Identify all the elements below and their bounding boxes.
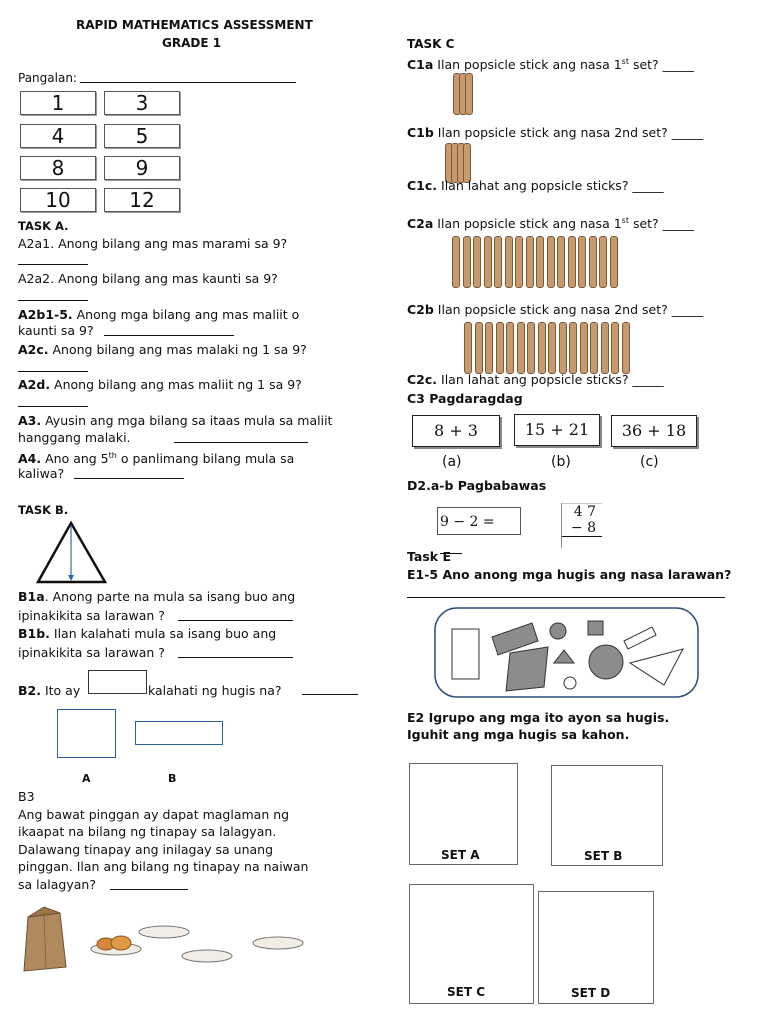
small-circle-shape (550, 623, 566, 639)
number-card: 5 (104, 124, 180, 148)
question-code: C1b (407, 125, 434, 140)
question-code: C1c. (407, 178, 438, 193)
question-text: o panlimang bilang mula sa (116, 451, 295, 467)
b3-text-line: Ang bawat pinggan ay dapat maglaman ng (18, 807, 290, 822)
plate-icon (253, 937, 303, 949)
question-code: B2. (18, 683, 41, 698)
popsicle-stick (589, 236, 597, 288)
question-text: Ano ang 5 (41, 451, 109, 467)
page-title: RAPID MATHEMATICS ASSESSMENT (76, 18, 313, 32)
triangle-figure (36, 520, 108, 586)
large-triangle-shape (630, 649, 683, 685)
question-code: C2c. (407, 372, 438, 387)
popsicle-stick (538, 322, 546, 374)
addition-expression-c: 36 + 18 (611, 415, 697, 447)
question-code: A2b1-5. (18, 307, 73, 322)
answer-line-a3[interactable] (174, 442, 308, 443)
question-a2c (18, 341, 307, 358)
shape-label-b: B (168, 772, 177, 785)
question-text: Ilan popsicle stick ang nasa 1 (433, 216, 622, 232)
rectangle-shape (452, 629, 479, 679)
shape-label-a: A (82, 772, 91, 785)
name-label: Pangalan: (18, 71, 77, 85)
name-field[interactable] (80, 82, 296, 83)
bread-bag-icon (24, 907, 66, 971)
task-c-heading: TASK C (407, 37, 455, 51)
number-card: 9 (104, 156, 180, 180)
number-card: 8 (20, 156, 96, 180)
set-a-label: SET A (441, 848, 480, 862)
question-text: kalahati ng hugis na? (148, 683, 282, 698)
expression-label-b: (b) (551, 454, 571, 470)
answer-line-a2a2[interactable] (18, 300, 88, 301)
popsicle-stick (515, 236, 523, 288)
vertical-subtraction-b (561, 503, 602, 548)
question-text: Ilan lahat ang popsicle sticks? _____ (437, 372, 664, 387)
popsicle-stick (622, 322, 630, 374)
question-b1b (18, 625, 276, 642)
question-code: B1a (18, 589, 45, 604)
question-text: set? _____ (628, 57, 694, 73)
subtraction-expression-a (437, 507, 521, 535)
question-e2-line1: E2 Igrupo ang mga ito ayon sa hugis. (407, 710, 670, 725)
popsicle-stick (475, 322, 483, 374)
number-card: 4 (20, 124, 96, 148)
addition-expression-a: 8 + 3 (412, 415, 500, 447)
popsicle-stick (452, 236, 460, 288)
popsicle-stick (569, 322, 577, 374)
question-text: Anong mga bilang ang mas maliit o (72, 307, 300, 322)
popsicle-stick (464, 322, 472, 374)
question-c2c (407, 371, 664, 388)
answer-line-e1[interactable] (407, 597, 725, 598)
popsicle-stick (536, 236, 544, 288)
b3-text-line: ikaapat na bilang ng tinapay sa lalagyan. (18, 824, 277, 839)
b3-text-line: Dalawang tinapay ang inilagay sa unang (18, 842, 274, 857)
question-c1a (407, 53, 694, 73)
popsicle-stick (506, 322, 514, 374)
question-code: B1b. (18, 626, 50, 641)
question-code: C2b (407, 302, 434, 317)
task-a-heading: TASK A. (18, 219, 69, 233)
question-text: Ilan lahat ang popsicle sticks? _____ (437, 178, 664, 193)
popsicle-stick (557, 236, 565, 288)
question-text: set? _____ (628, 216, 694, 232)
square-shape (506, 647, 548, 691)
question-text: Ayusin ang mga bilang sa itaas mula sa maliit (41, 413, 333, 428)
question-text: ipinakikita sa larawan ? (18, 608, 165, 623)
question-text: Ilan popsicle stick ang nasa 2nd set? _____ (433, 125, 703, 140)
subtrahend: − 8 (562, 520, 602, 537)
question-e1: E1-5 Ano anong mga hugis ang nasa larawan? (407, 567, 732, 582)
shapes-illustration (434, 607, 700, 699)
question-text: Ilan popsicle stick ang nasa 1 (433, 57, 622, 73)
plate-with-bread-icon (91, 936, 141, 955)
popsicle-stick (601, 322, 609, 374)
question-c2a (407, 212, 694, 232)
popsicle-stick (485, 322, 493, 374)
popsicle-stick (578, 236, 586, 288)
question-text: hanggang malaki. (18, 430, 131, 445)
question-code: A2d. (18, 377, 51, 392)
popsicle-stick (505, 236, 513, 288)
question-c1c (407, 177, 664, 194)
popsicle-stick (611, 322, 619, 374)
number-card: 12 (104, 188, 180, 212)
question-text: kaunti sa 9? (18, 323, 94, 338)
question-a3 (18, 412, 332, 429)
b3-text-line: pinggan. Ilan ang bilang ng tinapay na naiwan (18, 859, 309, 874)
question-code: A2c. (18, 342, 49, 357)
question-text: Anong bilang ang mas maliit ng 1 sa 9? (50, 377, 302, 392)
large-circle-shape (589, 645, 623, 679)
question-b3-code: B3 (18, 789, 35, 804)
popsicle-stick (494, 236, 502, 288)
question-text: Ilan kalahati mula sa isang buo ang (49, 626, 277, 641)
answer-line-a2c[interactable] (18, 371, 88, 372)
question-code: C2a (407, 216, 434, 232)
answer-line-a2d[interactable] (18, 406, 88, 407)
expression-label-a: (a) (442, 454, 462, 470)
question-text: Anong bilang ang mas malaki ng 1 sa 9? (48, 342, 307, 357)
popsicle-stick (610, 236, 618, 288)
question-a2d (18, 376, 302, 393)
number-card: 10 (20, 188, 96, 212)
set-b-label: SET B (584, 849, 623, 863)
minuend: 4 7 (573, 504, 596, 520)
superscript: st (621, 57, 629, 66)
question-a2a1: A2a1. Anong bilang ang mas marami sa 9? (18, 236, 288, 251)
popsicle-stick (465, 73, 473, 115)
question-text: ipinakikita sa larawan ? (18, 645, 165, 660)
grade-label: GRADE 1 (162, 36, 222, 50)
small-square-shape (588, 621, 603, 635)
subtraction-text: 9 − 2 = (440, 514, 495, 530)
question-b1a (18, 588, 295, 605)
question-c1b (407, 124, 703, 141)
popsicle-stick (580, 322, 588, 374)
square-shape-a (57, 709, 116, 758)
popsicle-stick (484, 236, 492, 288)
popsicle-stick (547, 236, 555, 288)
popsicle-stick (548, 322, 556, 374)
answer-line-b2[interactable] (302, 694, 358, 695)
popsicle-stick (599, 236, 607, 288)
task-b-heading: TASK B. (18, 503, 69, 517)
set-c-label: SET C (447, 985, 486, 999)
d2-heading: D2.a-b Pagbabawas (407, 478, 547, 493)
addition-expression-b: 15 + 21 (514, 414, 600, 446)
popsicle-stick (527, 322, 535, 374)
plate-icon (182, 950, 232, 962)
question-code: A3. (18, 413, 42, 428)
set-d-label: SET D (571, 986, 611, 1000)
answer-line-b3[interactable] (110, 889, 188, 890)
popsicle-stick (463, 236, 471, 288)
answer-line-b1b[interactable] (178, 657, 293, 658)
popsicle-stick (526, 236, 534, 288)
b3-text-line: sa lalagyan? (18, 877, 96, 892)
popsicle-stick (496, 322, 504, 374)
popsicle-stick (559, 322, 567, 374)
popsicle-stick (473, 236, 481, 288)
c3-heading: C3 Pagdaragdag (407, 391, 523, 406)
small-white-circle-shape (564, 677, 576, 689)
number-card: 3 (104, 91, 180, 115)
answer-line-a4[interactable] (74, 478, 184, 479)
question-b2 (18, 682, 80, 699)
rectangle-shape-b (135, 721, 223, 745)
question-text: Ito ay (40, 683, 81, 698)
number-card: 1 (20, 91, 96, 115)
question-text: . Anong parte na mula sa isang buo ang (44, 589, 296, 604)
answer-line-a2b[interactable] (104, 335, 234, 336)
question-text: kaliwa? (18, 466, 65, 481)
question-a2a2: A2a2. Anong bilang ang mas kaunti sa 9? (18, 271, 278, 286)
question-c2b (407, 301, 703, 318)
superscript: th (108, 451, 117, 460)
plate-icon (139, 926, 189, 938)
answer-line-b1a[interactable] (178, 620, 293, 621)
superscript: st (621, 216, 629, 225)
popsicle-stick (568, 236, 576, 288)
expression-label-c: (c) (640, 454, 659, 470)
popsicle-stick (590, 322, 598, 374)
small-rectangle-shape (88, 670, 147, 694)
question-code: C1a (407, 57, 434, 73)
bread-and-plates-illustration (20, 905, 320, 975)
question-code: A4. (18, 451, 42, 467)
question-a2b (18, 306, 299, 323)
tilted-rectangle-shape (624, 627, 656, 649)
answer-line-a2a1[interactable] (18, 264, 88, 265)
popsicle-stick (517, 322, 525, 374)
task-e-heading: Task E (407, 549, 451, 564)
question-text: Ilan popsicle stick ang nasa 2nd set? _____ (433, 302, 703, 317)
question-e2-line2: Iguhit ang mga hugis sa kahon. (407, 727, 630, 742)
triangle-shape (554, 650, 574, 663)
